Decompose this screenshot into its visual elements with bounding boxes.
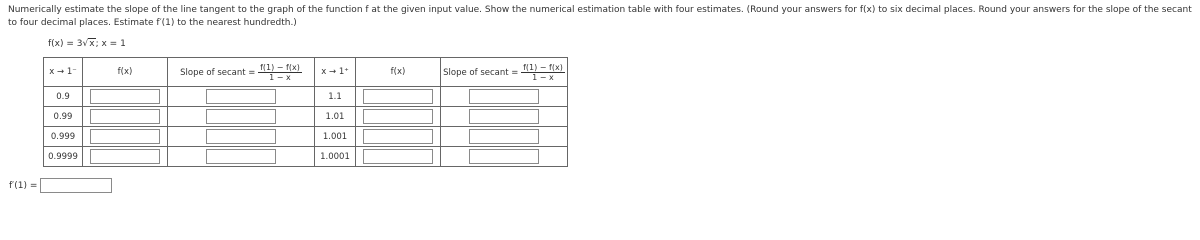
header-right-fx: f(x): [356, 58, 441, 87]
function-prefix: f(x) = 3: [48, 39, 83, 49]
left-slope-input[interactable]: [206, 89, 276, 104]
right-slope-input[interactable]: [469, 129, 539, 144]
header-right-slope: [441, 58, 568, 87]
left-fx-input[interactable]: [90, 129, 160, 144]
header-left-x: x → 1⁻: [44, 58, 83, 87]
fraction-denominator: 1 − x: [269, 72, 291, 82]
table-row: [44, 107, 568, 127]
left-slope-input[interactable]: [206, 129, 276, 144]
left-fx-input[interactable]: [90, 109, 160, 124]
right-x-value: 1.01: [315, 107, 356, 127]
slope-fraction-right: [521, 63, 565, 82]
right-x-value: 1.001: [315, 127, 356, 147]
left-x-value: 0.999: [44, 127, 83, 147]
fraction-denominator: 1 − x: [532, 72, 554, 82]
fraction-numerator: f(1) − f(x): [260, 62, 300, 72]
slope-fraction-left: [258, 63, 302, 82]
estimation-table: [43, 57, 568, 167]
right-slope-input[interactable]: [469, 149, 539, 164]
derivative-label: f′(1) =: [9, 181, 38, 191]
sqrt-radicand: x: [89, 39, 95, 49]
left-fx-input[interactable]: [90, 149, 160, 164]
right-slope-input[interactable]: [469, 109, 539, 124]
slope-label-left: Slope of secant =: [180, 67, 259, 78]
left-slope-input[interactable]: [206, 109, 276, 124]
left-x-value: 0.99: [44, 107, 83, 127]
right-slope-input[interactable]: [469, 89, 539, 104]
slope-label-right: Slope of secant =: [443, 67, 522, 78]
question-prompt: Numerically estimate the slope of the line tangent to the graph of the function f at the given input value. Show the numerical estimation table with four estimates. (Round your answers for f(x) to six decimal places. Round your answers for the slope of the secant to four decimal places. Estimate f′(1) to the nearest hundredth.): [8, 5, 1192, 28]
header-left-slope: [168, 58, 315, 87]
fraction-numerator: f(1) − f(x): [523, 62, 563, 72]
right-fx-input[interactable]: [363, 129, 433, 144]
left-x-value: 0.9999: [44, 147, 83, 167]
left-fx-input[interactable]: [90, 89, 160, 104]
right-fx-input[interactable]: [363, 149, 433, 164]
derivative-estimate: [9, 178, 112, 193]
right-fx-input[interactable]: [363, 89, 433, 104]
table-row: [44, 127, 568, 147]
right-fx-input[interactable]: [363, 109, 433, 124]
function-definition: [48, 38, 126, 49]
header-right-x: x → 1⁺: [315, 58, 356, 87]
table-row: [44, 87, 568, 107]
left-x-value: 0.9: [44, 87, 83, 107]
function-suffix: ; x = 1: [95, 39, 126, 49]
right-x-value: 1.0001: [315, 147, 356, 167]
derivative-input[interactable]: [40, 178, 112, 193]
sqrt-sign: √: [82, 39, 89, 49]
table-row: [44, 147, 568, 167]
left-slope-input[interactable]: [206, 149, 276, 164]
right-x-value: 1.1: [315, 87, 356, 107]
header-left-fx: f(x): [83, 58, 168, 87]
table-header-row: [44, 58, 568, 87]
